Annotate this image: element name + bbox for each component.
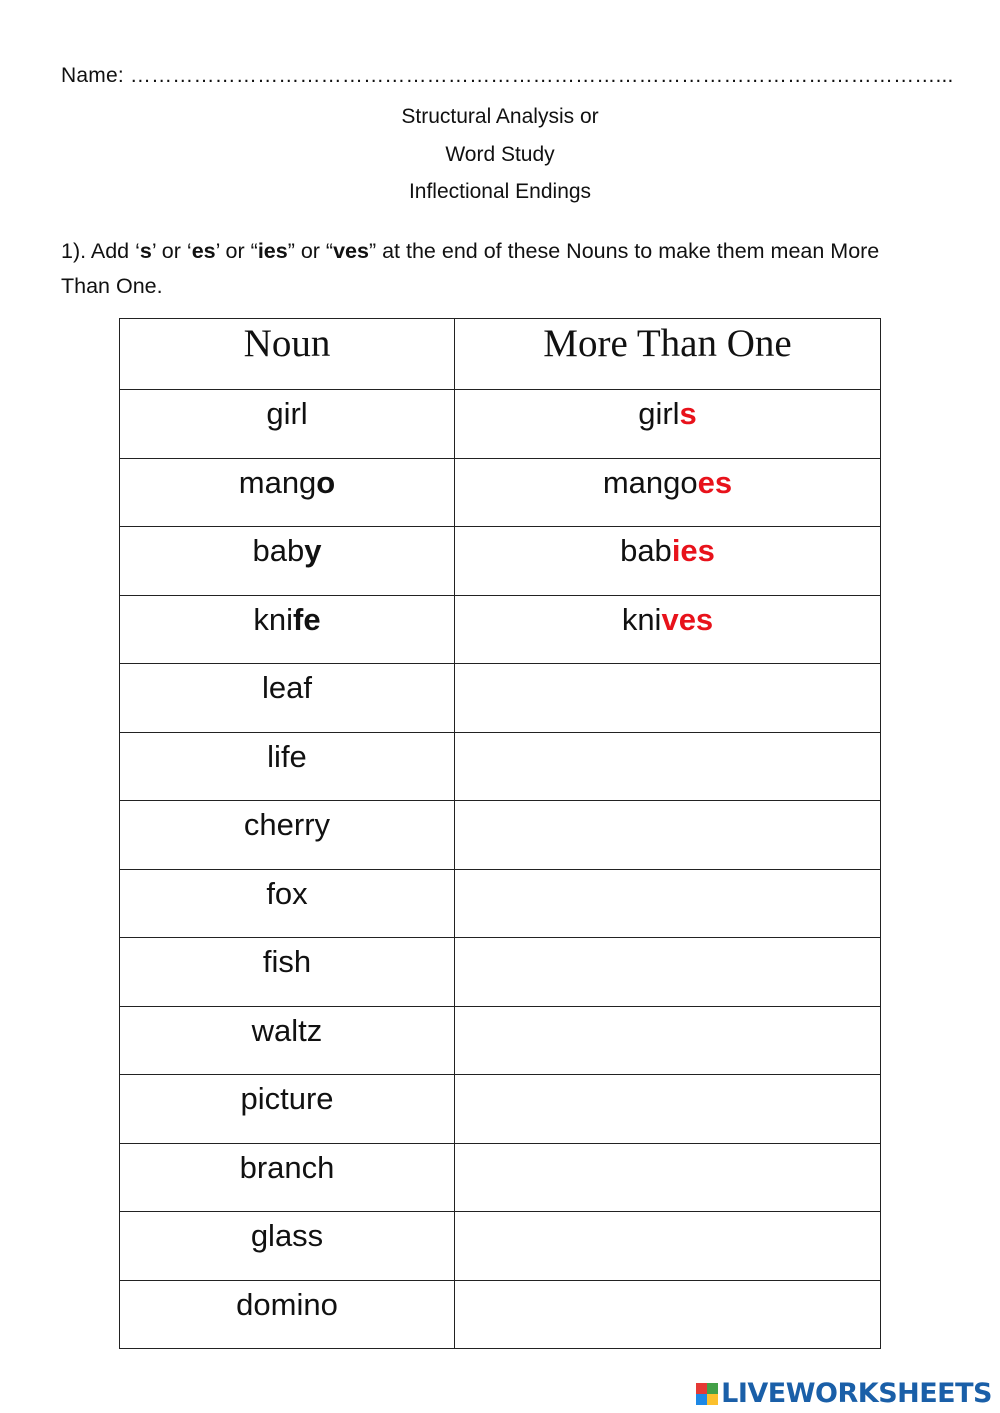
noun-stem: bab [252,533,305,568]
plural-answer-cell[interactable] [455,1006,881,1075]
title-line-1: Structural Analysis or [401,105,599,128]
plural-answer-cell[interactable] [455,801,881,870]
logo-square [707,1383,718,1394]
noun-ending: fe [293,601,321,637]
table-row [120,1280,881,1349]
plural-ending: s [679,396,697,431]
instr-es: es [191,239,216,263]
noun-stem: kni [253,601,294,637]
noun-stem: leaf [262,670,312,705]
plural-answer-cell[interactable] [455,595,881,664]
instr-sep1: ’ or ‘ [151,239,192,263]
plural-answer-cell[interactable] [455,869,881,938]
worksheet-title [0,98,1000,211]
table-row [120,1075,881,1144]
noun-cell [120,390,455,459]
plural-stem: kni [621,601,662,637]
instr-s: s [139,239,152,263]
noun-stem: domino [236,1286,338,1322]
logo-square [696,1394,707,1405]
table-row [120,1143,881,1212]
noun-stem: life [267,738,307,774]
noun-stem: waltz [251,1012,323,1048]
plural-answer-cell[interactable] [455,664,881,733]
plural-answer-cell[interactable] [455,1075,881,1144]
title-line-2: Word Study [445,142,555,166]
plural-ending: ves [661,601,714,637]
plural-stem: mango [602,464,698,500]
plural-answer-cell[interactable] [455,938,881,1007]
noun-stem: cherry [243,807,331,842]
table-row [120,1006,881,1075]
instr-ies: ies [257,239,288,263]
header-noun: Noun [120,319,455,390]
plural-answer-cell[interactable] [455,1212,881,1281]
noun-ending: o [316,464,336,500]
logo-text: LIVEWORKSHEETS [721,1378,992,1409]
noun-stem: fish [262,944,312,979]
plural-answer-cell[interactable] [455,458,881,527]
noun-cell [120,595,455,664]
plural-answer-cell[interactable] [455,732,881,801]
table-row [120,664,881,733]
noun-stem: branch [239,1149,335,1185]
plural-stem: bab [620,533,672,568]
noun-stem: fox [266,875,308,911]
logo-square [696,1383,707,1394]
logo-square [707,1394,718,1405]
liveworksheets-logo [696,1378,992,1409]
table-row [120,595,881,664]
noun-cell [120,1075,455,1144]
noun-cell [120,1143,455,1212]
noun-cell [120,1280,455,1349]
instr-sep3: ” or “ [287,239,334,263]
noun-cell [120,664,455,733]
table-row [120,801,881,870]
instr-suffix: ” at the end of these Nouns to make them mean More Than One. [61,239,880,298]
instr-sep2: ’ or “ [215,239,258,263]
table-row [120,458,881,527]
table-row [120,527,881,596]
noun-cell [120,938,455,1007]
noun-cell [120,1006,455,1075]
table-row [120,869,881,938]
noun-stem: glass [250,1218,324,1253]
noun-ending: y [304,533,322,568]
plural-answer-cell[interactable] [455,1143,881,1212]
table-header-row [120,319,881,390]
plural-answer-cell[interactable] [455,1280,881,1349]
table-row [120,732,881,801]
noun-cell [120,1212,455,1281]
noun-cell [120,801,455,870]
noun-cell [120,869,455,938]
plural-table [119,318,881,1349]
plural-ending: ies [671,533,715,568]
table-row [120,1212,881,1281]
plural-ending: es [697,464,733,500]
table-row [120,390,881,459]
name-field-label: Name: ……………………………………………………………………………………………………... [61,64,954,87]
plural-answer-cell[interactable] [455,390,881,459]
instructions [61,234,901,304]
noun-cell [120,527,455,596]
title-line-3: Inflectional Endings [408,180,592,203]
instr-ves: ves [333,239,369,263]
logo-icon [696,1383,718,1405]
noun-stem: mang [238,464,317,500]
plural-answer-cell[interactable] [455,527,881,596]
noun-stem: picture [240,1081,334,1116]
plural-stem: girl [638,396,680,431]
table-row [120,938,881,1007]
noun-cell [120,458,455,527]
noun-stem: girl [266,396,308,431]
noun-cell [120,732,455,801]
header-more-than-one: More Than One [455,319,881,390]
instr-prefix: 1). Add ‘ [61,239,140,263]
